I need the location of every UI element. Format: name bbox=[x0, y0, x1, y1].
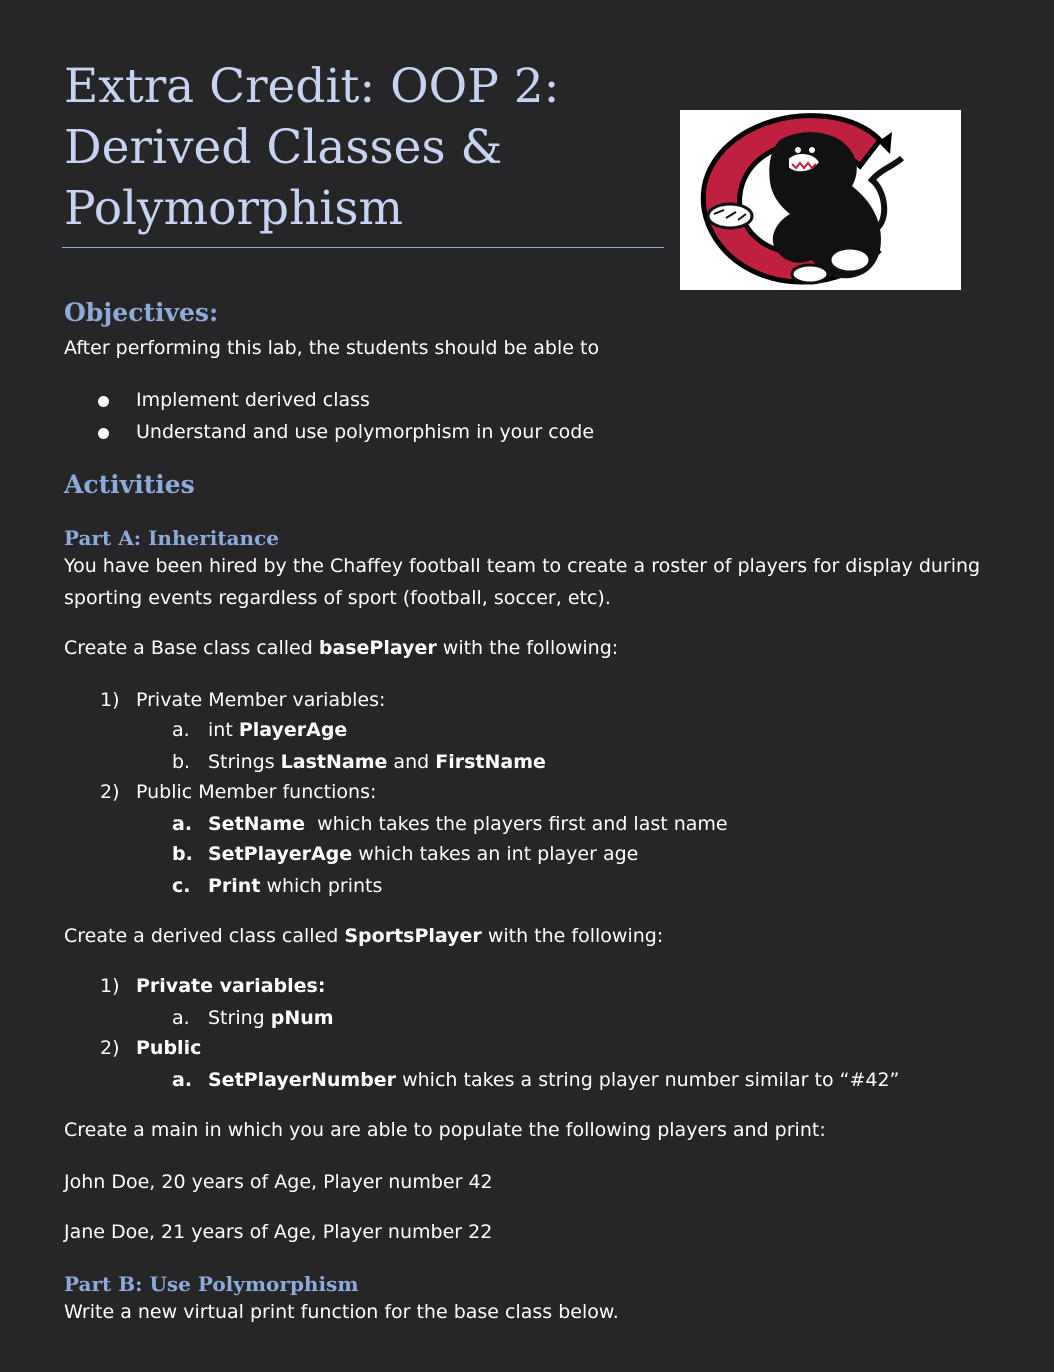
list-item: Private Member variables: bbox=[136, 689, 386, 711]
objective-item: Understand and use polymorphism in your code bbox=[136, 421, 595, 443]
derived-class-intro: Create a derived class called SportsPlayer with the following: bbox=[64, 925, 664, 947]
list-item: Private variables: bbox=[136, 975, 326, 997]
part-b-heading: Part B: Use Polymorphism bbox=[64, 1272, 359, 1296]
class-name-sportsplayer: SportsPlayer bbox=[344, 925, 482, 947]
list-subitem: int PlayerAge bbox=[208, 719, 348, 741]
list-subitem: String pNum bbox=[208, 1007, 334, 1029]
activities-heading: Activities bbox=[64, 470, 195, 499]
list-subitem: SetPlayerNumber which takes a string player number similar to “#42” bbox=[208, 1069, 900, 1091]
part-a-paragraph-line-2: sporting events regardless of sport (football, soccer, etc). bbox=[64, 587, 611, 609]
part-a-paragraph-line-1: You have been hired by the Chaffey football team to create a roster of players for display during bbox=[64, 555, 981, 577]
main-intro: Create a main in which you are able to populate the following players and print: bbox=[64, 1119, 826, 1141]
objectives-heading: Objectives: bbox=[64, 298, 219, 327]
panther-logo bbox=[680, 110, 961, 290]
list-letter: a. bbox=[172, 813, 193, 835]
list-letter: a. bbox=[172, 719, 190, 741]
list-letter: c. bbox=[172, 875, 191, 897]
title-underline bbox=[62, 247, 664, 248]
list-subitem: SetPlayerAge which takes an int player age bbox=[208, 843, 639, 865]
part-a-heading: Part A: Inheritance bbox=[64, 526, 279, 550]
list-number: 1) bbox=[100, 689, 120, 711]
list-number: 2) bbox=[100, 1037, 120, 1059]
bullet-icon bbox=[98, 396, 109, 407]
list-number: 1) bbox=[100, 975, 120, 997]
panther-logo-icon bbox=[680, 110, 961, 290]
base-class-intro: Create a Base class called basePlayer with the following: bbox=[64, 637, 619, 659]
document-title bbox=[64, 56, 664, 239]
list-subitem: SetName which takes the players first and last name bbox=[208, 813, 728, 835]
list-item: Public Member functions: bbox=[136, 781, 377, 803]
list-letter: a. bbox=[172, 1069, 193, 1091]
class-name-baseplayer: basePlayer bbox=[318, 637, 437, 659]
list-letter: b. bbox=[172, 751, 191, 773]
title-line-3: Polymorphism bbox=[64, 181, 404, 236]
title-line-1: Extra Credit: OOP 2: bbox=[64, 59, 560, 114]
list-letter: b. bbox=[172, 843, 193, 865]
list-item: Public bbox=[136, 1037, 202, 1059]
list-letter: a. bbox=[172, 1007, 190, 1029]
list-number: 2) bbox=[100, 781, 120, 803]
part-b-paragraph: Write a new virtual print function for the base class below. bbox=[64, 1301, 619, 1323]
list-subitem: Print which prints bbox=[208, 875, 383, 897]
player-2: Jane Doe, 21 years of Age, Player number 22 bbox=[64, 1221, 493, 1243]
objective-item: Implement derived class bbox=[136, 389, 370, 411]
player-1: John Doe, 20 years of Age, Player number 42 bbox=[64, 1171, 493, 1193]
bullet-icon bbox=[98, 428, 109, 439]
objectives-intro: After performing this lab, the students should be able to bbox=[64, 337, 600, 359]
list-subitem: Strings LastName and FirstName bbox=[208, 751, 546, 773]
title-line-2: Derived Classes & bbox=[64, 120, 503, 175]
